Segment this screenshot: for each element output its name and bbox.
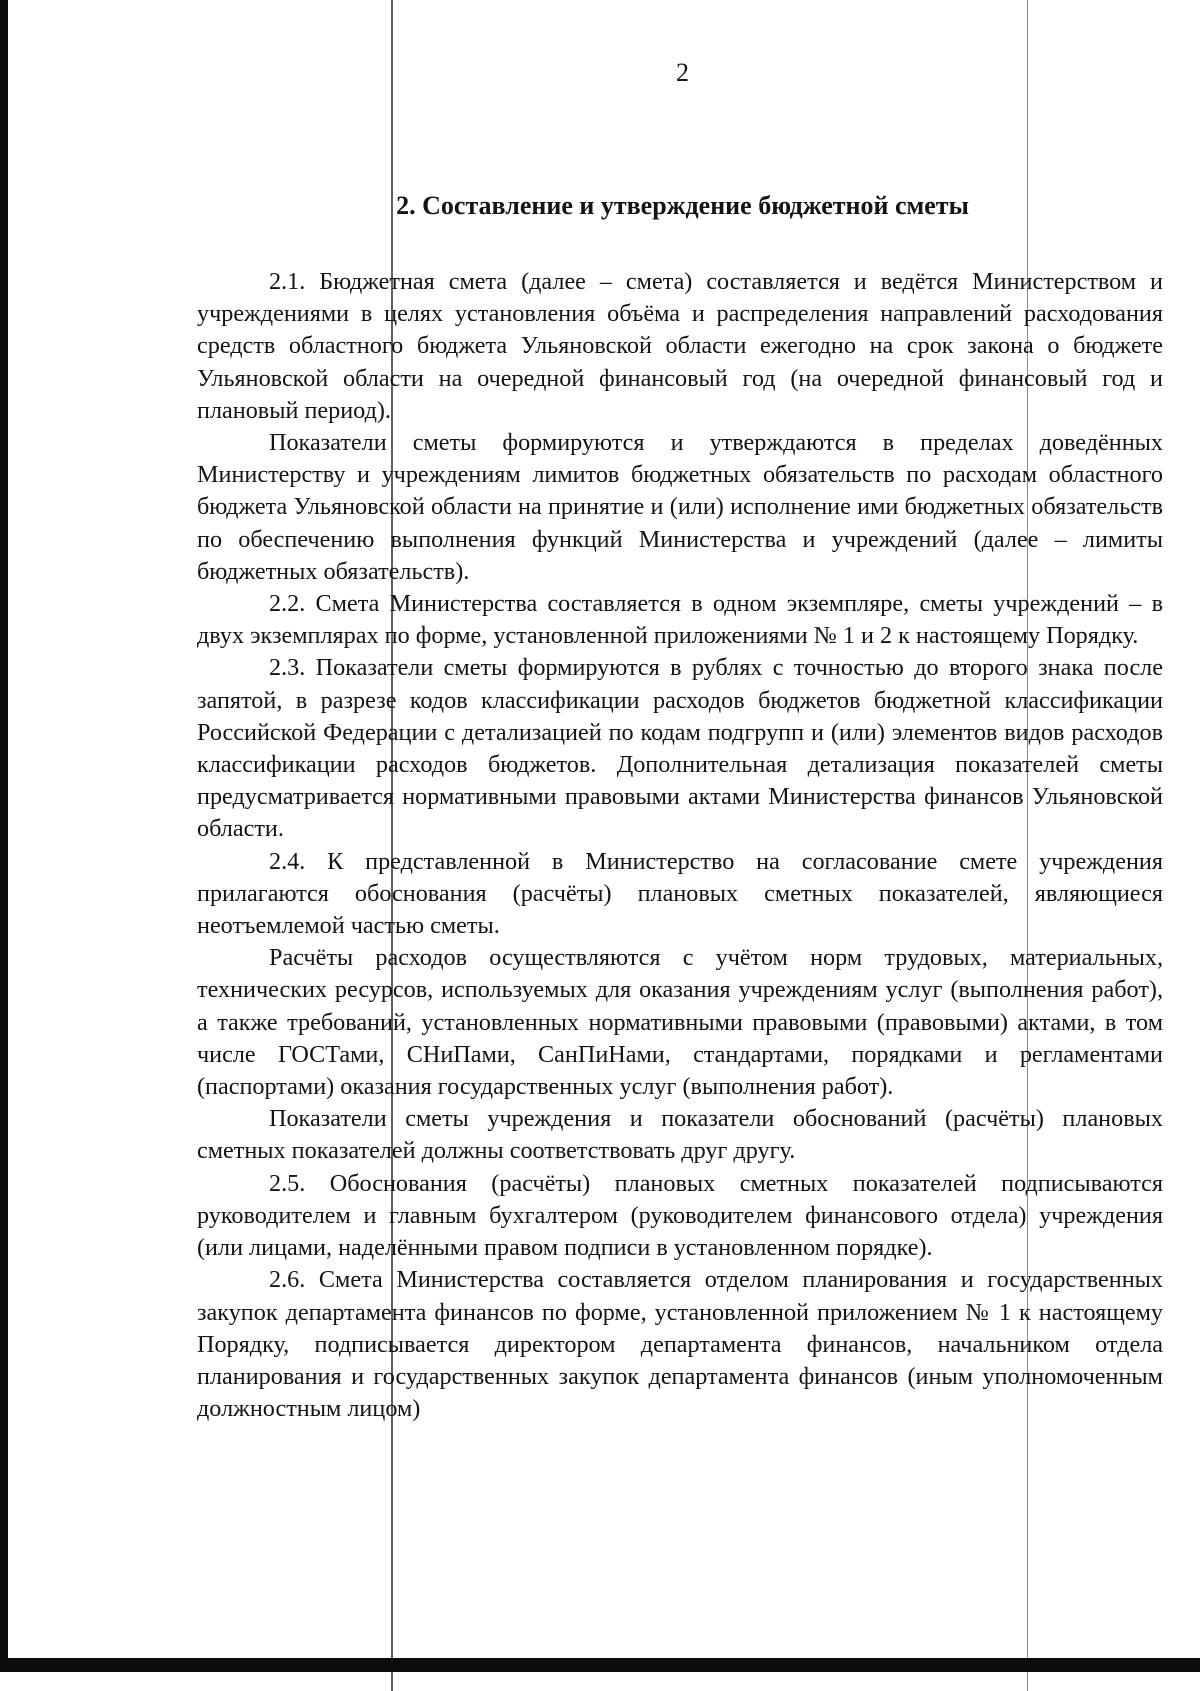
paragraph-2-3: 2.3. Показатели сметы формируются в рублях с точностью до второго знака после запятой, в разрезе кодов классификации расходов бюджетов бюджетной классификации Российской Федерации с детализацией по кодам подгрупп и (или) элементов видов расходов классификации расходов бюджетов. Дополнительная детализация показателей сметы предусматривается нормативными правовыми актами Министерства финансов Ульяновской области. xyxy=(197,654,1163,843)
paragraph-2-4: 2.4. К представленной в Министерство на согласование смете учреждения прилагаются обоснования (расчёты) плановых сметных показателей, являющиеся неотъемлемой частью сметы. xyxy=(197,847,1163,940)
paragraph-2-4-calculations: Расчёты расходов осуществляются с учётом норм трудовых, материальных, технических ресурсов, используемых для оказания учреждениям услуг (выполнения работ), а также требований, установленных нормативными правовыми (правовыми) актами, в том числе ГОСТами, СНиПами, СанПиНами, стандартами, порядками и регламентами (паспортами) оказания государственных услуг (выполнения работ). xyxy=(197,944,1163,1101)
paragraph-2-2: 2.2. Смета Министерства составляется в одном экземпляре, сметы учреждений – в двух экземплярах по форме, установленной приложениями № 1 и 2 к настоящему Порядку. xyxy=(197,590,1163,650)
section-heading: 2. Составление и утверждение бюджетной сметы xyxy=(396,191,969,220)
paragraph-2-1-limits: Показатели сметы формируются и утверждаются в пределах доведённых Министерству и учреждениям лимитов бюджетных обязательств по расходам областного бюджета Ульяновской области на принятие и (или) исполнение ими бюджетных обязательств по обеспечению выполнения функций Министерства и учреждений (далее – лимиты бюджетных обязательств). xyxy=(197,429,1163,585)
paragraph-2-5: 2.5. Обоснования (расчёты) плановых сметных показателей подписываются руководителем и главным бухгалтером (руководителем финансового отдела) учреждения (или лицами, наделёнными правом подписи в установленном порядке). xyxy=(197,1169,1163,1262)
scan-left-edge xyxy=(0,0,8,1660)
page-number: 2 xyxy=(676,58,689,87)
paragraph-2-1: 2.1. Бюджетная смета (далее – смета) составляется и ведётся Министерством и учреждениями в целях установления объёма и распределения направлений расходования средств областного бюджета Ульяновской области ежегодно на срок закона о бюджете Ульяновской области на очередной финансовый год (на очередной финансовый год и плановый период). xyxy=(197,268,1163,424)
scan-bottom-edge xyxy=(0,1658,1200,1672)
document-body xyxy=(197,266,1163,1425)
paragraph-2-4-consistency: Показатели сметы учреждения и показатели обоснований (расчёты) плановых сметных показателей должны соответствовать друг другу. xyxy=(197,1105,1163,1165)
paragraph-2-6: 2.6. Смета Министерства составляется отделом планирования и государственных закупок департамента финансов по форме, установленной приложением № 1 к настоящему Порядку, подписывается директором департамента финансов, начальником отдела планирования и государственных закупок департамента финансов (иным уполномоченным должностным лицом) xyxy=(197,1266,1163,1423)
